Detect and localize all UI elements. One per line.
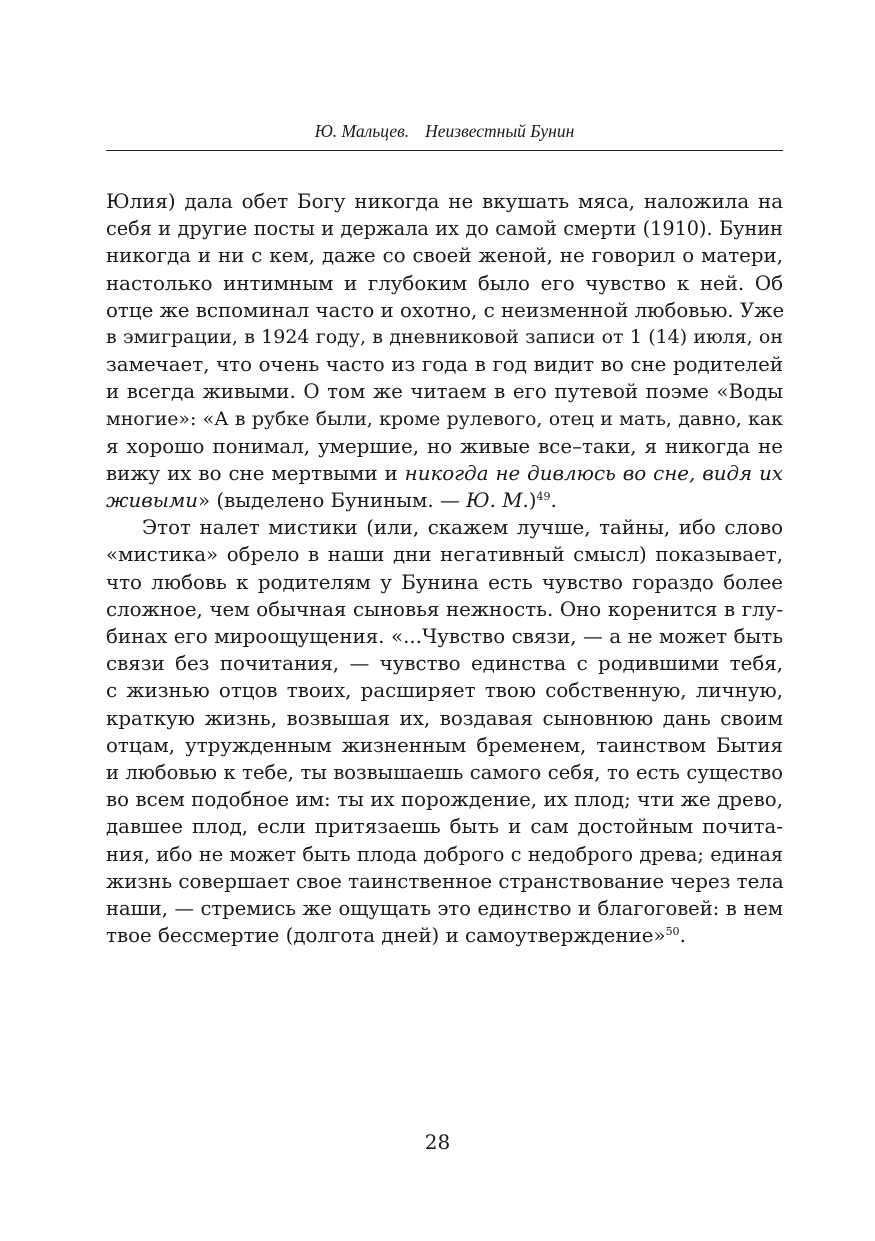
text-run: твое бессмертие (долгота дней) и самоутверждение»: [106, 924, 666, 948]
text-line: связи без почитания, — чувство единства с родившими тебя,: [106, 652, 783, 676]
text-run: » (выделено Буниным. —: [198, 489, 467, 513]
text-line: Юлия) дала обет Богу никогда не вкушать мяса, наложила на: [106, 190, 783, 213]
text-line: отце же вспоминал часто и охотно, с неизменной любовью. Уже: [106, 298, 785, 322]
running-head-author: Ю. Мальцев.: [314, 121, 410, 141]
text-line: никогда и ни с кем, даже со своей женой, не говорил о матери,: [106, 244, 783, 268]
text-line: многие»: «А в рубке были, кроме рулевого, отец и мать, давно, как: [106, 407, 783, 430]
text-run: .: [679, 924, 686, 948]
text-line: наши, — стремись же ощущать это единство и благоговей: в нем: [106, 896, 783, 920]
text-run: ): [528, 489, 537, 513]
text-line: что любовь к родителям у Бунина есть чувство гораздо более: [106, 570, 783, 594]
text-line: краткую жизнь, возвышая их, воздавая сыновнюю дань своим: [106, 706, 783, 730]
footnote-ref: 50: [665, 925, 680, 939]
paragraph-1: [106, 188, 783, 514]
text-line: сложное, чем обычная сыновья нежность. Оно коренится в глу-: [106, 597, 783, 621]
text-line: и любовью к тебе, ты возвышаешь самого себя, то есть существо: [106, 760, 783, 784]
italic-run: Ю. М.: [466, 489, 529, 513]
text-line: [106, 487, 783, 514]
footnote-ref: 49: [536, 490, 551, 504]
header-rule: [106, 150, 783, 151]
text-line: себя и другие посты и держала их до самой смерти (1910). Бунин: [106, 217, 783, 241]
text-line: [106, 460, 783, 487]
text-line: во всем подобное им: ты их порождение, их плод; чти же древо,: [106, 788, 783, 812]
text-line: ния, ибо не может быть плода доброго с недоброго древа; единая: [106, 842, 783, 866]
page-number: 28: [424, 1130, 451, 1154]
text-line: [106, 922, 783, 949]
text-line: отцам, утружденным жизненным бременем, таинством Бытия: [106, 733, 783, 757]
italic-run: никогда не дивлюсь во сне, видя их: [404, 461, 783, 485]
running-head: [106, 121, 783, 141]
text-line: с жизнью отцов твоих, расширяет твою собственную, личную,: [106, 679, 783, 703]
text-line: настолько интимным и глубоким было его чувство к ней. Об: [106, 271, 783, 295]
body-text: [106, 188, 783, 949]
text-run: вижу их во сне мертвыми и: [106, 461, 405, 485]
paragraph-2: [106, 514, 783, 949]
text-line: давшее плод, если притязаешь быть и сам достойным почита-: [106, 815, 783, 839]
text-line: жизнь совершает свое таинственное странствование через тела: [106, 869, 784, 893]
text-line: я хорошо понимал, умершие, но живые все–таки, я никогда не: [106, 434, 783, 458]
running-head-title: Неизвестный Бунин: [425, 121, 575, 141]
text-line: замечает, что очень часто из года в год видит во сне родителей: [106, 353, 783, 377]
text-line: в эмиграции, в 1924 году, в дневниковой записи от 1 (14) июля, он: [106, 325, 783, 348]
text-run: .: [550, 489, 557, 513]
italic-run: живыми: [106, 489, 198, 513]
text-line: Этот налет мистики (или, скажем лучше, тайны, ибо слово: [142, 516, 783, 540]
text-line: «мистика» обрело в наши дни негативный смысл) показывает,: [106, 543, 783, 567]
text-line: бинах его мироощущения. «...Чувство связи, — а не может быть: [106, 625, 783, 648]
text-line: и всегда живыми. О том же читаем в его путевой поэме «Воды: [106, 380, 783, 404]
